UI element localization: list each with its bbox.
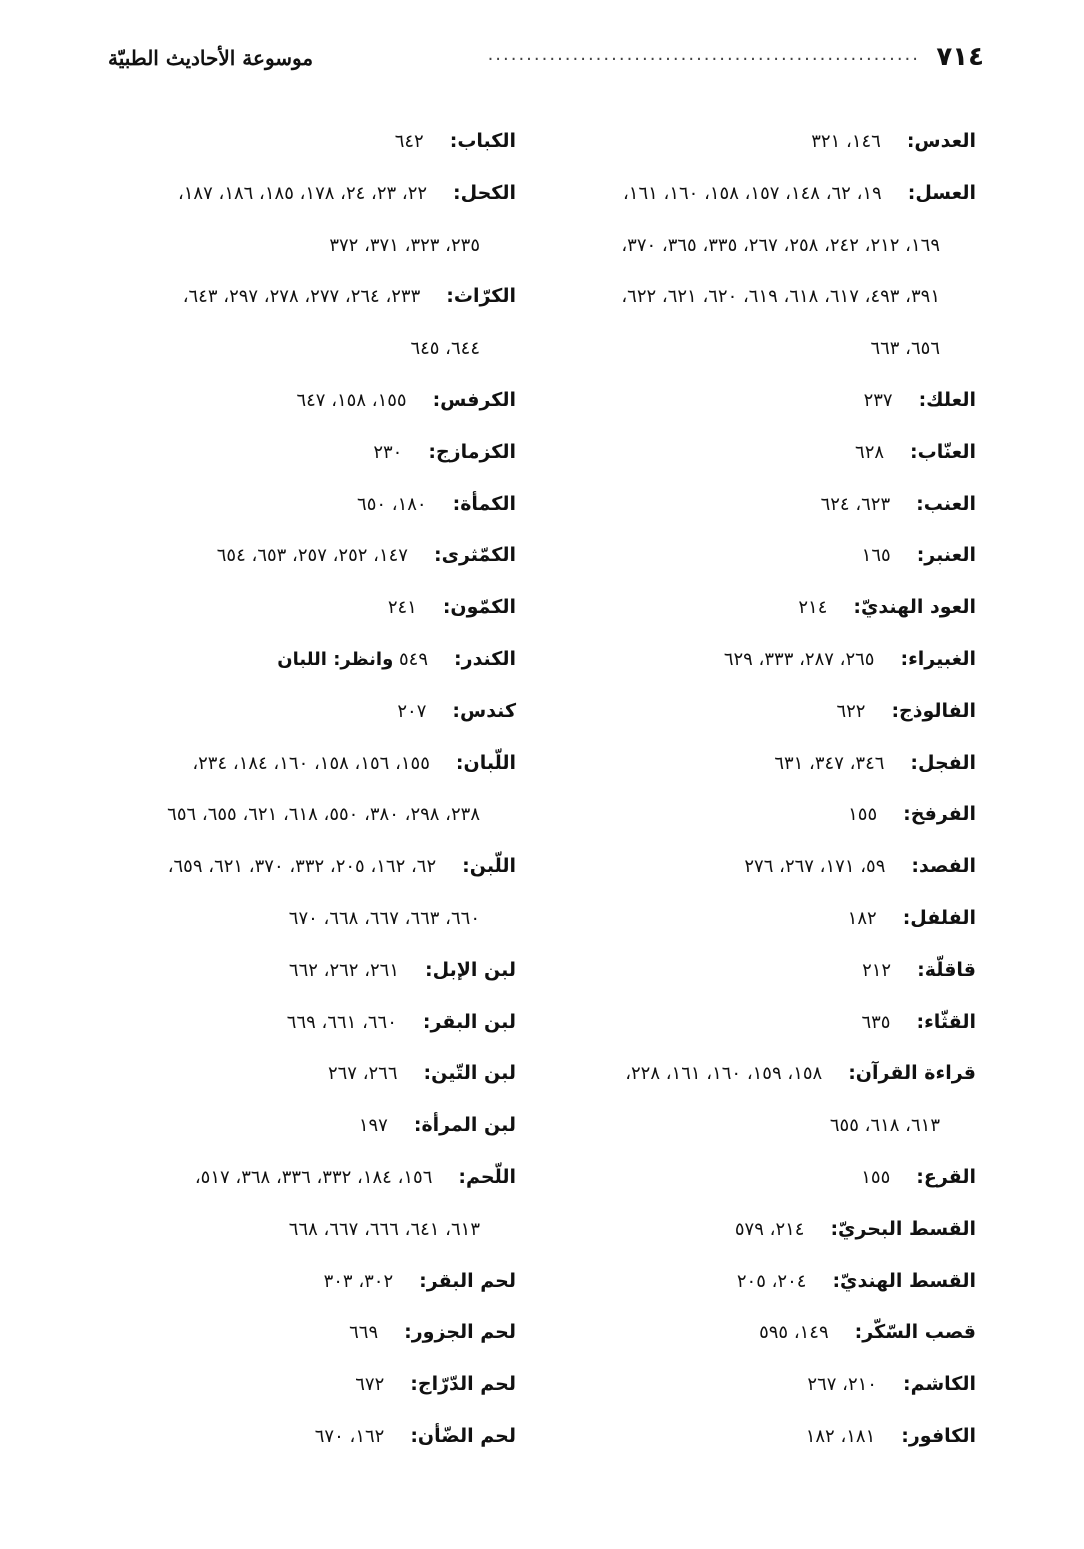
cross-reference: وانظر: اللبان — [277, 648, 394, 670]
index-term: القسط البحريّ: — [830, 1217, 976, 1240]
index-pages: ٢٣٣، ٢٦٤، ٢٧٧، ٢٧٨، ٢٩٧، ٦٤٣، — [182, 286, 421, 308]
index-entry — [100, 1048, 516, 1100]
index-entry — [556, 1411, 976, 1463]
index-term: الكحل: — [453, 181, 516, 204]
index-term: قصب السّكّر: — [854, 1321, 976, 1344]
index-pages: ١٨٢ — [847, 907, 877, 929]
index-entry — [556, 686, 976, 738]
index-pages: ٦٧٢ — [355, 1374, 385, 1396]
index-pages: ٦٢٢ — [836, 700, 866, 722]
index-pages-continuation: ٢٣٥، ٣٢٣، ٣٧١، ٣٧٢ — [329, 234, 480, 256]
index-entry — [100, 945, 516, 997]
index-entry — [100, 530, 516, 582]
index-term: الكباب: — [449, 130, 516, 152]
index-entry — [100, 997, 516, 1049]
index-pages: ١٥٥، ١٥٦، ١٥٨، ١٦٠، ١٨٤، ٢٣٤، — [192, 752, 430, 774]
index-entry — [556, 582, 976, 634]
index-pages: ٢٤١ — [387, 597, 417, 619]
index-entry — [100, 271, 516, 323]
index-pages: ٢٦٦، ٢٦٧ — [327, 1063, 398, 1085]
index-pages: ١٥٥، ١٥٨، ٦٤٧ — [296, 389, 407, 411]
index-term: الكاشم: — [902, 1373, 976, 1396]
index-pages: ٢٣٧ — [863, 389, 893, 411]
index-pages: ٣٤٦، ٣٤٧، ٦٣١ — [774, 752, 885, 774]
index-pages-continuation: ٦٤٤، ٦٤٥ — [410, 338, 480, 360]
index-entry — [100, 1411, 516, 1463]
index-entry — [100, 841, 516, 893]
index-pages-continuation: ٦١٣، ٦١٨، ٦٥٥ — [829, 1115, 940, 1137]
index-pages: ٦٣٥ — [861, 1011, 891, 1033]
index-pages: ١٨١، ١٨٢ — [805, 1425, 876, 1447]
index-pages: ١٦٥ — [861, 545, 891, 567]
index-term: الكمّون: — [442, 596, 516, 619]
index-pages: ٢٠٤، ٢٠٥ — [736, 1270, 807, 1292]
index-entry — [556, 738, 976, 790]
index-entry — [100, 116, 516, 168]
index-entry — [100, 168, 516, 220]
index-pages: ٦٢، ١٦٢، ٢٠٥، ٣٣٢، ٣٧٠، ٦٢١، ٦٥٩، — [167, 856, 437, 878]
index-column-right — [556, 116, 976, 1463]
index-entry — [100, 738, 516, 790]
index-entry — [556, 1152, 976, 1204]
index-pages: ١٥٨، ١٥٩، ١٦٠، ١٦١، ٢٢٨، — [625, 1063, 823, 1085]
index-pages: ٦٦٩ — [349, 1322, 379, 1344]
index-entry — [100, 427, 516, 479]
leader-dots: ........................................................ — [487, 44, 920, 65]
index-pages-continuation: ٦٦٠، ٦٦٣، ٦٦٧، ٦٦٨، ٦٧٠ — [288, 907, 480, 929]
index-entry — [100, 375, 516, 427]
index-term: لبن الإبل: — [425, 958, 516, 981]
index-pages: ٢٦٥، ٢٨٧، ٣٣٣، ٦٢٩ — [723, 648, 875, 670]
index-entry — [100, 1152, 516, 1204]
index-term: لحم الضّأن: — [410, 1424, 516, 1447]
index-entry — [556, 1359, 976, 1411]
index-entry — [100, 479, 516, 531]
index-pages-continuation: ٦٥٦، ٦٦٣ — [870, 338, 940, 360]
index-pages: ٦٤٢ — [394, 131, 424, 152]
index-pages-continuation: ٣٩١، ٤٩٣، ٦١٧، ٦١٨، ٦١٩، ٦٢٠، ٦٢١، ٦٢٢، — [621, 286, 940, 308]
index-term: الفصد: — [911, 855, 976, 878]
index-term: لحم الجزور: — [404, 1321, 516, 1344]
index-pages: ٦٢٨ — [855, 441, 885, 463]
index-term: العنبر: — [916, 544, 976, 567]
index-entry — [556, 1048, 976, 1100]
index-term: القثّاء: — [916, 1010, 976, 1033]
index-column-left — [100, 116, 516, 1463]
page-number: ٧١٤ — [936, 42, 984, 72]
index-term: الفرفخ: — [903, 803, 976, 826]
index-term: العنب: — [916, 492, 976, 515]
index-entry — [556, 530, 976, 582]
index-term: لبن المرأة: — [413, 1114, 516, 1137]
index-pages: ٢١٢ — [862, 959, 892, 981]
index-pages-continuation: ٦١٣، ٦٤١، ٦٦٦، ٦٦٧، ٦٦٨ — [288, 1218, 480, 1240]
index-entry — [556, 1256, 976, 1308]
index-term: العود الهنديّ: — [853, 596, 976, 619]
index-pages-continuation: ١٦٩، ٢١٢، ٢٤٢، ٢٥٨، ٢٦٧، ٣٣٥، ٣٦٥، ٣٧٠، — [621, 234, 940, 256]
index-term: الكمأة: — [452, 492, 516, 515]
index-entry — [100, 634, 516, 686]
index-entry — [556, 1204, 976, 1256]
index-entry — [556, 789, 976, 841]
index-term: لحم الدّرّاج: — [410, 1373, 516, 1396]
index-pages: ٢٢، ٢٣، ٢٤، ١٧٨، ١٨٥، ١٨٦، ١٨٧، — [177, 182, 428, 204]
index-pages: ٦٢٣، ٦٢٤ — [820, 493, 891, 515]
index-entry — [100, 1307, 516, 1359]
index-term: اللّبان: — [455, 751, 516, 774]
index-entry — [556, 375, 976, 427]
index-pages: ١٩، ٦٢، ١٤٨، ١٥٧، ١٥٨، ١٦٠، ١٦١، — [622, 182, 882, 204]
index-term: الغبيراء: — [900, 647, 976, 670]
index-entry — [556, 945, 976, 997]
index-entry — [556, 427, 976, 479]
index-pages-continuation: ٢٣٨، ٢٩٨، ٣٨٠، ٥٥٠، ٦١٨، ٦٢١، ٦٥٥، ٦٥٦ — [167, 804, 480, 826]
index-entry — [556, 893, 976, 945]
index-pages: ١٥٥ — [861, 1166, 891, 1188]
index-pages: ١٤٦، ٣٢١ — [811, 131, 881, 152]
index-term: الكافور: — [901, 1424, 976, 1447]
index-entry — [556, 116, 976, 168]
index-pages: ١٥٥ — [848, 804, 878, 826]
index-entry — [100, 1359, 516, 1411]
index-pages: ١٥٦، ١٨٤، ٣٣٢، ٣٣٦، ٣٦٨، ٥١٧، — [194, 1166, 433, 1188]
index-term: الفالوذج: — [891, 699, 976, 722]
index-term: القسط الهنديّ: — [832, 1269, 976, 1292]
index-term: الكرفس: — [432, 388, 516, 411]
index-entry — [556, 841, 976, 893]
index-term: العسل: — [907, 181, 976, 204]
index-pages: ١٤٩، ٥٩٥ — [759, 1322, 829, 1344]
index-pages: ٥٤٩ — [399, 648, 429, 670]
index-term: الفلفل: — [902, 906, 976, 929]
index-term: الفجل: — [910, 751, 976, 774]
index-term: العنّاب: — [910, 440, 976, 463]
index-term: لحم البقر: — [419, 1269, 516, 1292]
index-pages: ١٤٧، ٢٥٢، ٢٥٧، ٦٥٣، ٦٥٤ — [216, 545, 408, 567]
index-term: اللّبن: — [462, 855, 516, 878]
index-entry — [556, 168, 976, 220]
index-entry — [100, 1256, 516, 1308]
index-pages: ٥٩، ١٧١، ٢٦٧، ٢٧٦ — [744, 856, 886, 878]
index-pages: ١٨٠، ٦٥٠ — [357, 493, 427, 515]
index-pages: ٢١٤ — [798, 597, 828, 619]
index-pages: ٢٦١، ٢٦٢، ٦٦٢ — [288, 959, 400, 981]
index-entry — [100, 582, 516, 634]
book-title: موسوعة الأحاديث الطبيّة — [108, 46, 314, 70]
index-term: قراءة القرآن: — [848, 1062, 976, 1085]
index-term: الكرّاث: — [446, 285, 516, 308]
index-term: قاقلّة: — [917, 958, 976, 981]
index-term: لبن التّين: — [423, 1062, 516, 1085]
page-header — [100, 40, 984, 88]
index-term: كندس: — [452, 699, 516, 722]
index-entry — [556, 997, 976, 1049]
index-term: لبن البقر: — [422, 1010, 516, 1033]
index-pages: ٢١٠، ٢٦٧ — [807, 1374, 877, 1396]
index-term: الكمّثرى: — [433, 544, 516, 567]
index-term: الكزمازج: — [428, 440, 516, 463]
index-entry — [556, 634, 976, 686]
index-entry — [100, 686, 516, 738]
index-pages: ٣٠٢، ٣٠٣ — [323, 1270, 394, 1292]
index-pages: ٢١٤، ٥٧٩ — [734, 1218, 805, 1240]
index-entry — [556, 1307, 976, 1359]
index-entry — [556, 479, 976, 531]
index-pages: ٢٠٧ — [397, 700, 427, 722]
index-pages: ٦٦٠، ٦٦١، ٦٦٩ — [286, 1011, 397, 1033]
index-term: العدس: — [906, 130, 976, 152]
index-term: العلك: — [918, 388, 976, 411]
index-pages: ١٦٢، ٦٧٠ — [314, 1425, 385, 1447]
index-pages: ٢٣٠ — [373, 441, 403, 463]
index-pages: ١٩٧ — [358, 1115, 388, 1137]
index-term: القرع: — [916, 1165, 976, 1188]
index-term: الكندر: — [454, 647, 516, 670]
index-term: اللّحم: — [458, 1165, 516, 1188]
index-entry — [100, 1100, 516, 1152]
